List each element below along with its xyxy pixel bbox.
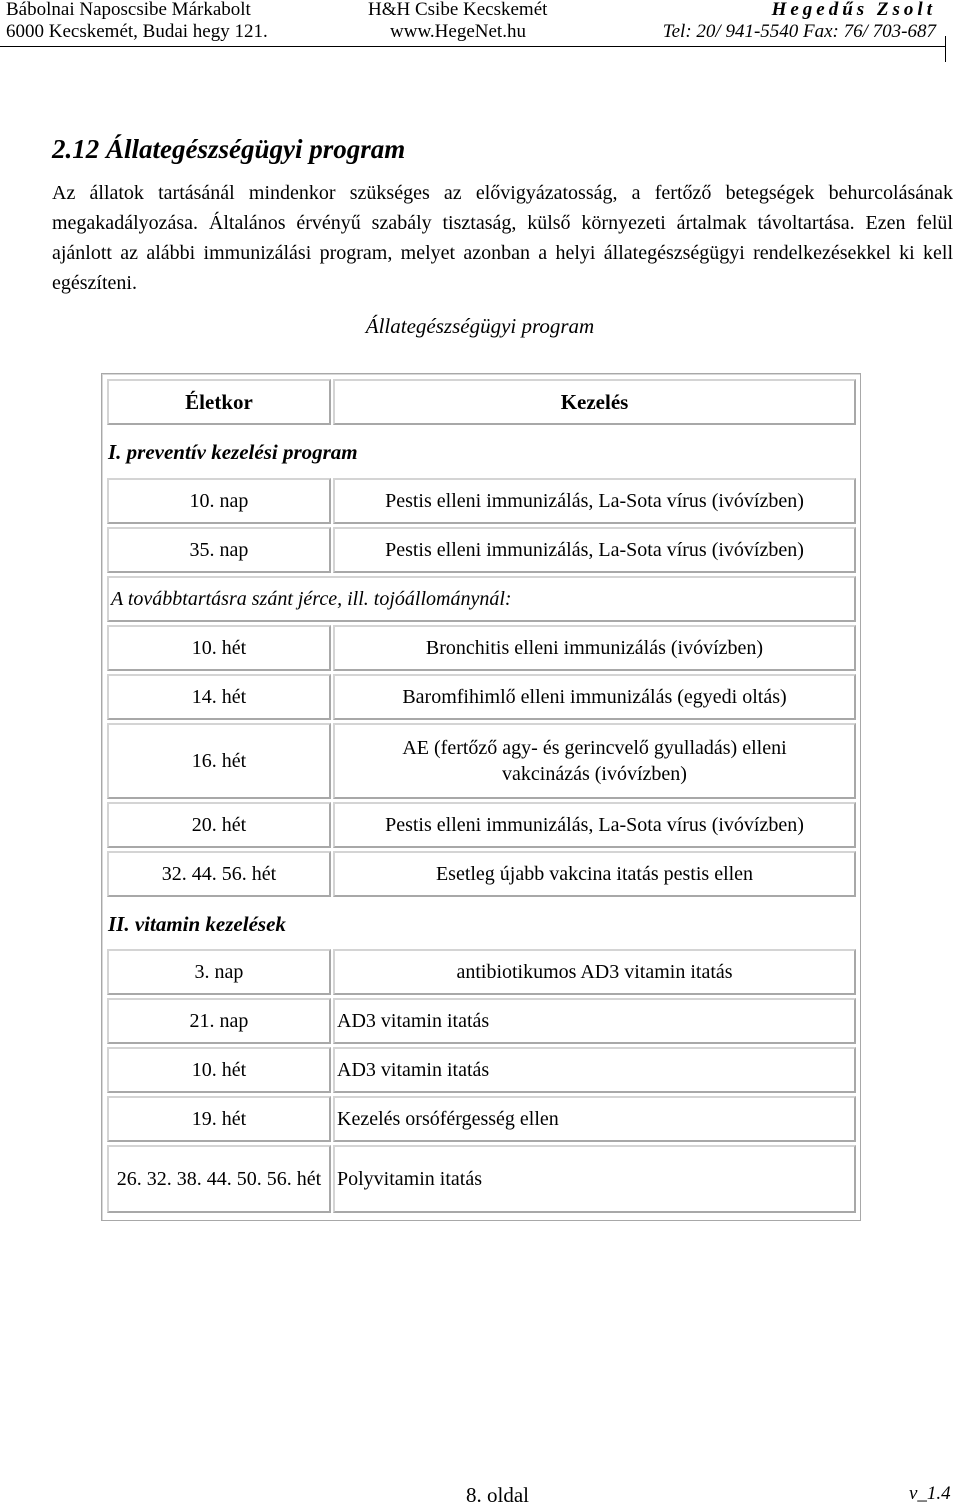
table-row-treatment: Polyvitamin itatás — [333, 1145, 856, 1213]
header-shop-name: Bábolnai Naposcsibe Márkabolt — [6, 0, 251, 20]
subgroup-title-pullets: A továbbtartásra szánt jérce, ill. tojóállománynál: — [107, 576, 856, 622]
table-row-age: 26. 32. 38. 44. 50. 56. hét — [107, 1145, 331, 1213]
section-title: 2.12 Állategészségügyi program — [52, 134, 406, 164]
header-rule-tick — [945, 36, 946, 62]
table-row-treatment: Baromfihimlő elleni immunizálás (egyedi oltás) — [333, 674, 856, 720]
table-row-treatment: Bronchitis elleni immunizálás (ivóvízben) — [333, 625, 856, 671]
table-row-age: 21. nap — [107, 998, 331, 1044]
table-row-age: 20. hét — [107, 802, 331, 848]
table-row-treatment: AE (fertőző agy- és gerincvelő gyulladás) elleni vakcinázás (ivóvízben) — [333, 723, 856, 799]
header-rule — [0, 46, 946, 47]
table-row-age: 10. hét — [107, 625, 331, 671]
header-owner-name: Hegedűs Zsolt — [771, 0, 936, 20]
group-title-vitamins: II. vitamin kezelések — [108, 912, 286, 936]
table-caption: Állategészségügyi program — [365, 314, 595, 338]
table-row-age: 10. hét — [107, 1047, 331, 1093]
table-row-treatment: Kezelés orsóférgesség ellen — [333, 1096, 856, 1142]
table-row-treatment: Pestis elleni immunizálás, La-Sota vírus (ivóvízben) — [333, 527, 856, 573]
table-row-treatment: antibiotikumos AD3 vitamin itatás — [333, 949, 856, 995]
table-row-age: 35. nap — [107, 527, 331, 573]
table-row-treatment: Pestis elleni immunizálás, La-Sota vírus (ivóvízben) — [333, 802, 856, 848]
table-row-age: 3. nap — [107, 949, 331, 995]
table-row-treatment: AD3 vitamin itatás — [333, 1047, 856, 1093]
table-row-treatment: Esetleg újabb vakcina itatás pestis ellen — [333, 851, 856, 897]
header-company: H&H Csibe Kecskemét — [368, 0, 548, 20]
column-header-age: Életkor — [107, 379, 331, 425]
page-header — [0, 0, 960, 50]
table-row-treatment: AD3 vitamin itatás — [333, 998, 856, 1044]
table-row-age: 16. hét — [107, 723, 331, 799]
header-shop-address: 6000 Kecskemét, Budai hegy 121. — [6, 21, 268, 42]
table-row-age: 32. 44. 56. hét — [107, 851, 331, 897]
group-title-preventive: I. preventív kezelési program — [108, 440, 358, 464]
table-row-age: 14. hét — [107, 674, 331, 720]
page-number: 8. oldal — [466, 1483, 529, 1507]
document-version: v_1.4 — [909, 1483, 951, 1504]
table-row-treatment: Pestis elleni immunizálás, La-Sota vírus (ivóvízben) — [333, 478, 856, 524]
column-header-treatment: Kezelés — [333, 379, 856, 425]
header-website: www.HegeNet.hu — [390, 21, 526, 42]
health-program-table — [101, 373, 861, 1221]
table-row-age: 10. nap — [107, 478, 331, 524]
header-contact: Tel: 20/ 941-5540 Fax: 76/ 703-687 — [662, 21, 936, 42]
table-row-age: 19. hét — [107, 1096, 331, 1142]
section-paragraph: Az állatok tartásánál mindenkor szükséges az elővigyázatosság, a fertőző betegségek behurcolásának megakadályozása. Általános érvényű szabály tisztaság, külső környezeti ártalmak távoltartása. Ezen felül ajánlott az alábbi immunizálási program, melyet azonban a helyi állategészségügyi rendelkezésekkel ki kell egészíteni. — [52, 182, 953, 294]
